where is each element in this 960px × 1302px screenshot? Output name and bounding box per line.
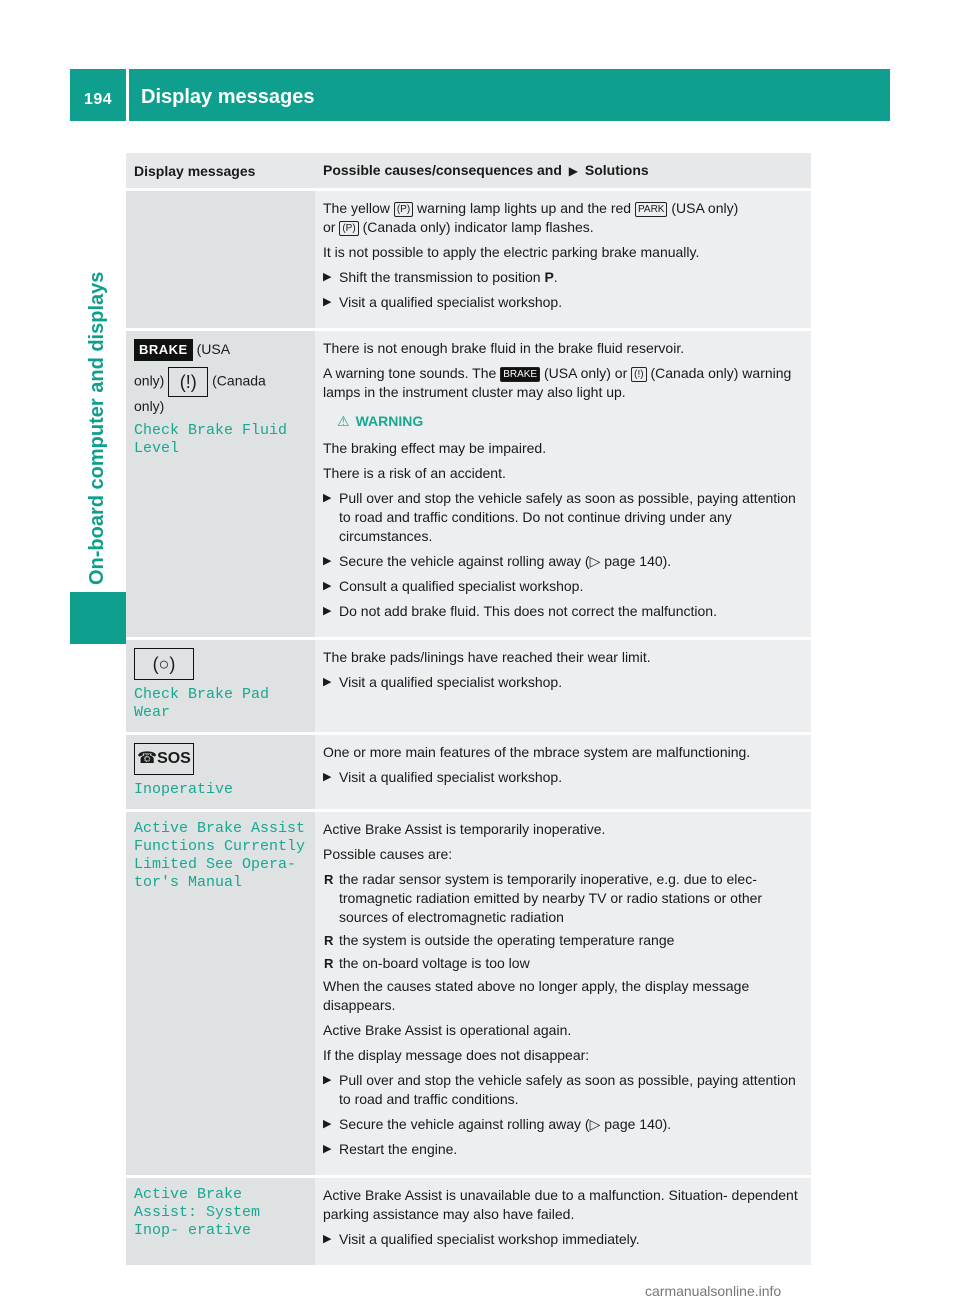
paragraph: It is not possible to apply the electric parking brake manually.	[323, 244, 700, 260]
brake-warning-icon: (!)	[168, 367, 208, 397]
page-ref-icon: ▷	[589, 553, 601, 569]
step-item: ▶ Do not add brake fluid. This does not correct the malfunction.	[323, 602, 803, 621]
message-cell: BRAKE (USA only) (!) (Canada only) Check Brake Fluid Level	[126, 331, 315, 640]
paragraph: The yellow (P) warning lamp lights up and the red PARK (USA only) or (P) (Canada only) indicator lamp flashes.	[323, 200, 739, 235]
page-ref-link[interactable]: page 140).	[604, 553, 672, 569]
solution-cell: Active Brake Assist is temporarily inoperative. Possible causes are: R the radar sensor system is temporarily inoperative, e.g. due to elec‐ tromagnetic radiation emitted by nearby TV or radio stations or other sources of electromagnetic radiation R the system is outside the operating temperature range R the on-board voltage is too low When the causes stated above no longer apply, the display message disappears. Active Brake Assist is operational again. If the display message does not disappear: ▶ Pull over and stop the vehicle safely as soon as possible, paying attention to road and traffic conditions. ▶ Secure the vehicle against rolling away (▷ page 140). ▶ Restart the engine.	[315, 812, 811, 1178]
brake-warning-icon: (!)	[631, 367, 646, 382]
header-separator	[126, 69, 129, 121]
step-item: ▶ Consult a qualified specialist workshop.	[323, 577, 803, 596]
display-message: Active Brake Assist: System Inop‐ erative	[134, 1186, 261, 1239]
solution-cell: One or more main features of the mbrace system are malfunctioning. ▶ Visit a qualified specialist workshop.	[315, 735, 811, 812]
col-header-display-messages: Display messages	[126, 153, 315, 191]
step-item: ▶ Shift the transmission to position P.	[323, 268, 803, 287]
message-cell	[126, 1178, 315, 1268]
display-message: Check Brake Fluid Level	[134, 422, 288, 457]
park-lamp-icon: PARK	[635, 202, 668, 217]
step-item: ▶ Restart the engine.	[323, 1140, 803, 1159]
brake-icon: BRAKE	[500, 367, 540, 382]
message-cell	[126, 735, 315, 812]
bullet-item: R the on-board voltage is too low	[323, 954, 803, 973]
table-row	[126, 735, 811, 812]
page-ref-link[interactable]: page 140).	[604, 1116, 672, 1132]
step-item: ▶ Pull over and stop the vehicle safely as soon as possible, paying attention to road and traffic conditions. Do not continue driving under any circumstances.	[323, 489, 803, 546]
display-message: Check Brake Pad Wear	[134, 686, 270, 721]
warning-triangle-icon: ⚠	[337, 413, 350, 429]
parking-brake-icon: (P)	[339, 221, 358, 236]
page-title: Display messages	[141, 86, 315, 108]
side-tab-block	[70, 592, 126, 644]
solution-cell: Active Brake Assist is unavailable due to a malfunction. Situation- dependent parking assistance may also have failed. ▶ Visit a qualified specialist workshop immediately.	[315, 1178, 811, 1268]
col-header-causes	[315, 153, 811, 191]
step-item: ▶ Pull over and stop the vehicle safely as soon as possible, paying attention to road and traffic conditions.	[323, 1071, 803, 1109]
display-message: Inoperative	[134, 781, 234, 798]
message-cell	[126, 812, 315, 1178]
table-row	[126, 640, 811, 735]
side-tab-label: On-board computer and displays	[86, 271, 108, 585]
step-item: ▶ Secure the vehicle against rolling away (▷ page 140).	[323, 1115, 803, 1134]
parking-brake-icon: (P)	[394, 202, 413, 217]
message-cell	[126, 640, 315, 735]
col2-header-solutions: Solutions	[584, 162, 649, 178]
bullet-item: R the radar sensor system is temporarily inoperative, e.g. due to elec‐ tromagnetic radiation emitted by nearby TV or radio stations or other sources of electromagnetic radiation	[323, 870, 803, 927]
display-messages-table	[126, 153, 811, 1268]
solution-cell: There is not enough brake fluid in the brake fluid reservoir. A warning tone sounds. The BRAKE (USA only) or (!) (Canada only) warning lamps in the instrument cluster may also light up. ⚠ WARNING The braking effect may be impaired. There is a risk of an accident. ▶ Pull over and stop the vehicle safely as soon as possible, paying attention to road and traffic conditions. Do not continue driving under any circumstances. ▶ Secure the vehicle against rolling away (▷ page 140). ▶ Consult a qualified specialist workshop. ▶ Do not add brake fluid. This does not correct the malfunction.	[315, 331, 811, 640]
arrow-icon: ▶	[568, 164, 579, 178]
brake-icon: BRAKE	[134, 339, 193, 361]
solution-cell	[315, 191, 811, 331]
step-item: ▶ Visit a qualified specialist workshop immediately.	[323, 1230, 803, 1249]
table-header-row	[126, 153, 811, 191]
table-row	[126, 812, 811, 1178]
display-message: Active Brake Assist Functions Currently Limited See Opera‐ tor's Manual	[134, 820, 306, 891]
step-item: ▶ Visit a qualified specialist workshop.	[323, 293, 803, 312]
bullet-item: R the system is outside the operating temperature range	[323, 931, 803, 950]
table-row	[126, 331, 811, 640]
col2-header-text: Possible causes/consequences and	[323, 162, 562, 178]
table-row	[126, 1178, 811, 1268]
step-item: ▶ Visit a qualified specialist workshop.	[323, 673, 803, 692]
step-item: ▶ Visit a qualified specialist workshop.	[323, 768, 803, 787]
page-number: 194	[84, 91, 113, 108]
step-item: ▶ Secure the vehicle against rolling away (▷ page 140).	[323, 552, 803, 571]
page-ref-icon: ▷	[589, 1116, 601, 1132]
brake-pad-wear-icon: (○)	[134, 648, 194, 680]
watermark: carmanualsonline.info	[645, 1283, 782, 1299]
message-cell	[126, 191, 315, 331]
sos-phone-icon: ☎SOS	[134, 743, 194, 775]
solution-cell: The brake pads/linings have reached their wear limit. ▶ Visit a qualified specialist workshop.	[315, 640, 811, 735]
warning-heading: ⚠ WARNING	[337, 413, 424, 429]
table-row	[126, 191, 811, 331]
